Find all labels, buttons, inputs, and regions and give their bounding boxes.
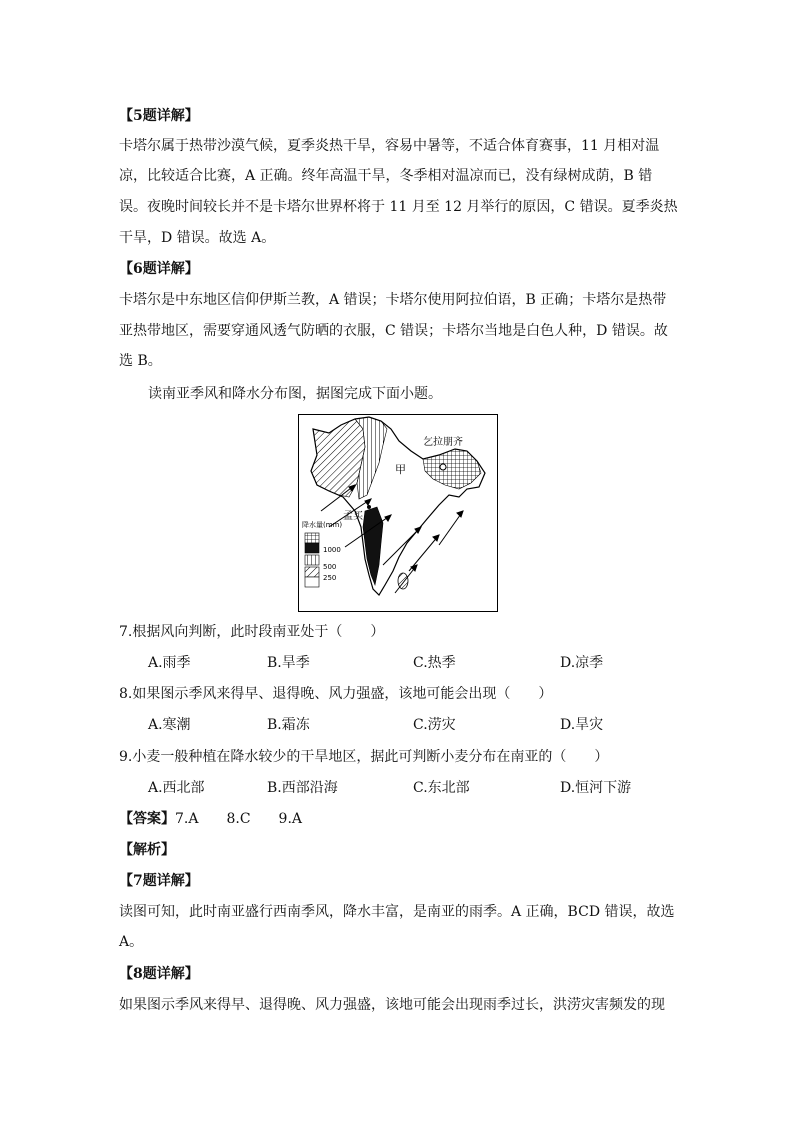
s8-header: 【8题详解】: [119, 966, 199, 982]
legend-swatch-dry: [305, 567, 319, 577]
legend-swatch-mid: [305, 555, 319, 565]
label-city-ne: 乞拉朋齐: [423, 437, 463, 448]
map-figure: [299, 415, 497, 611]
s5-line-3: 误。夜晚时间较长并不是卡塔尔世界杯将于 11 月至 12 月举行的原因，C 错误。夏季炎热: [119, 199, 678, 215]
s7-header: 【7题详解】: [119, 873, 199, 889]
question-intro: 读南亚季风和降水分布图，据图完成下面小题。: [148, 386, 442, 402]
q8-option-c: C.涝灾: [413, 717, 456, 733]
q9-option-c: C.东北部: [413, 780, 470, 796]
q8-stem: 8.如果图示季风来得早、退得晚、风力强盛，该地可能会出现（ ）: [119, 686, 553, 702]
q7-option-c: C.热季: [413, 655, 456, 671]
legend-swatch-heavy: [305, 543, 319, 553]
q7-stem: 7.根据风向判断，此时段南亚处于（ ）: [119, 624, 385, 640]
legend-swatch-driest: [305, 577, 319, 587]
legend-swatch-wet: [305, 533, 319, 543]
s6-line-1: 卡塔尔是中东地区信仰伊斯兰教，A 错误；卡塔尔使用阿拉伯语，B 正确；卡塔尔是热带: [119, 292, 667, 308]
q7-option-a: A.雨季: [148, 655, 191, 671]
legend-title: 降水量(mm): [302, 521, 343, 529]
answer-label: 【答案】: [119, 811, 175, 827]
s8-line-1: 如果图示季风来得早、退得晚、风力强盛，该地可能会出现雨季过长，洪涝灾害频发的现: [119, 997, 665, 1013]
q9-option-b: B.西部沿海: [267, 780, 338, 796]
s7-line-2: A。: [119, 934, 144, 950]
s6-line-3: 选 B。: [119, 353, 162, 369]
s5-line-1: 卡塔尔属于热带沙漠气候，夏季炎热干旱，容易中暑等，不适合体育赛事，11 月相对温: [119, 138, 660, 154]
answer-text: 7.A 8.C 9.A: [175, 811, 303, 827]
q7-option-d: D.凉季: [560, 655, 604, 671]
analysis-header: 【解析】: [119, 842, 175, 858]
q9-option-a: A.西北部: [148, 780, 205, 796]
q9-stem: 9.小麦一般种植在降水较少的干旱地区，据此可判断小麦分布在南亚的（ ）: [119, 749, 609, 765]
q8-option-d: D.旱灾: [560, 717, 604, 733]
legend-value-500: 500: [323, 563, 337, 571]
city-dot-w: [367, 505, 371, 509]
q9-option-d: D.恒河下游: [560, 780, 632, 796]
s5-header: 【5题详解】: [119, 108, 199, 124]
s5-line-4: 干旱，D 错误。故选 A。: [119, 230, 276, 246]
answer-line: [119, 809, 679, 829]
s7-line-1: 读图可知，此时南亚盛行西南季风，降水丰富，是南亚的雨季。A 正确，BCD 错误，故选: [119, 904, 675, 920]
legend-value-250: 250: [323, 574, 337, 582]
q8-option-a: A.寒潮: [148, 717, 191, 733]
s5-line-2: 凉，比较适合比赛，A 正确。终年高温干旱，冬季相对温凉而已，没有绿树成荫，B 错: [119, 168, 653, 184]
s6-header: 【6题详解】: [119, 261, 199, 277]
q7-option-b: B.旱季: [267, 655, 310, 671]
s6-line-2: 亚热带地区，需要穿通风透气防晒的衣服，C 错误；卡塔尔当地是白色人种，D 错误。故: [119, 323, 668, 339]
map-legend: [302, 520, 342, 587]
label-city-w: 孟买: [343, 511, 363, 522]
label-region: 甲: [395, 463, 406, 476]
south-asia-monsoon-map: [298, 414, 498, 612]
city-dot-ne: [440, 464, 446, 470]
q8-option-b: B.霜冻: [267, 717, 310, 733]
legend-value-1000: 1000: [323, 546, 341, 554]
